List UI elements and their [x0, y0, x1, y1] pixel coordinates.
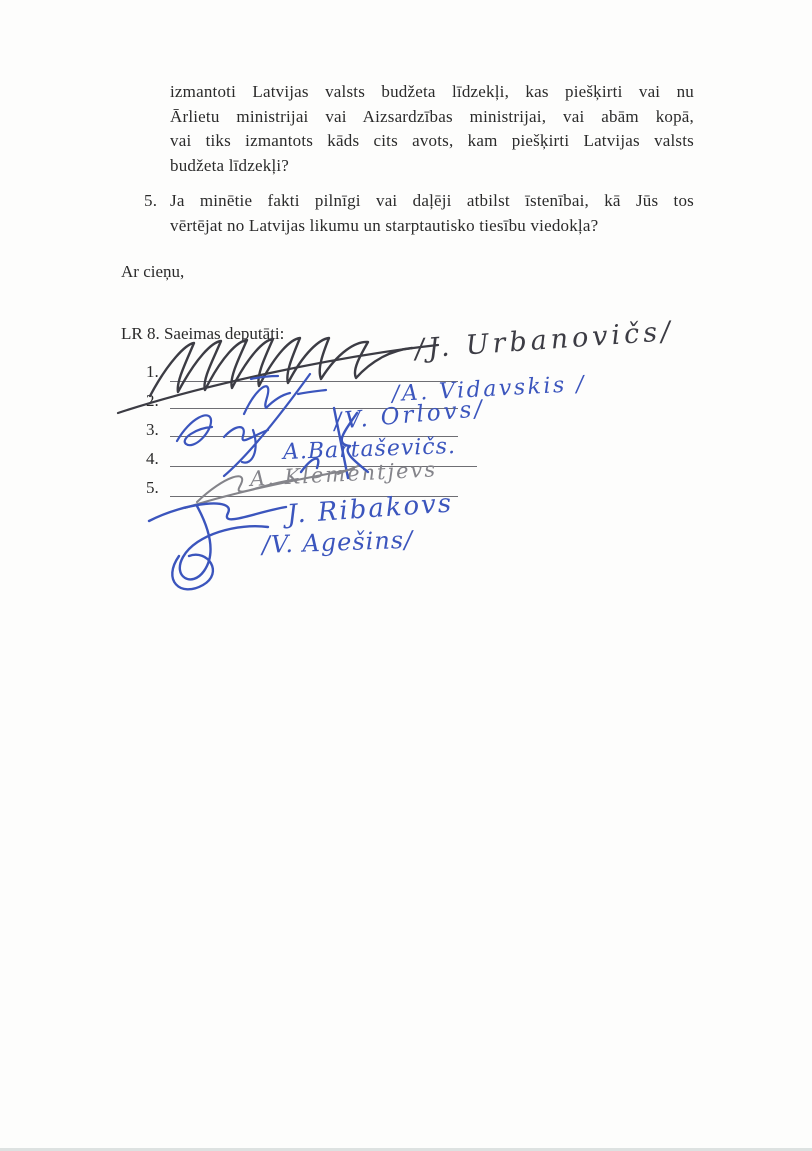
signature-stroke-urbanovics-tail — [118, 345, 438, 413]
question-text — [170, 189, 694, 238]
handwritten-name: J. Ribakovs — [285, 488, 455, 530]
question-item-5 — [144, 189, 694, 238]
signature-stroke-agesins-loop — [172, 555, 213, 590]
handwritten-name: /V. Agešins/ — [261, 525, 414, 559]
closing-salutation: Ar cieņu, — [121, 262, 185, 281]
paragraph-line: izmantoti Latvijas valsts budžeta līdzekļi, kas piešķirti vai nu — [170, 82, 694, 101]
handwritten-name: /J. Urbanovičs/ — [413, 315, 676, 365]
signature-row-number: 2. — [146, 391, 159, 410]
signature-stroke-agesins — [180, 506, 268, 579]
signature-row-number: 4. — [146, 449, 159, 468]
question-line: Ja minētie fakti pilnīgi vai daļēji atbilst īstenībai, kā Jūs tos — [170, 191, 694, 210]
body-paragraph — [170, 80, 694, 178]
handwritten-name: /A. Vidavskis / — [391, 371, 587, 407]
handwritten-name: /V. Orlovs/ — [332, 395, 487, 435]
signature-row-number: 5. — [146, 478, 159, 497]
paragraph-line: Ārlietu ministrijai vai Aizsardzības ministrijai, vai abām kopā, — [170, 106, 694, 126]
handwritten-name: A. Klementjevs — [249, 457, 438, 491]
signature-row-number: 3. — [146, 420, 159, 439]
signature-stroke-urbanovics — [150, 338, 412, 396]
paragraph-line: vai tiks izmantots kāds cits avots, kam piešķirti Latvijas valsts — [170, 131, 694, 150]
signatories-heading: LR 8. Saeimas deputāti: — [121, 324, 285, 343]
question-line: vērtējat no Latvijas likumu un starptautisko tiesību viedokļa? — [170, 215, 599, 235]
signature-stroke-orlovs — [177, 415, 268, 445]
handwritten-name: A.Bartaševičs. — [282, 433, 457, 465]
paragraph-line: budžeta līdzekļi? — [170, 155, 290, 175]
signature-stroke-ribakovs — [149, 503, 286, 521]
signature-row-number: 1. — [146, 362, 159, 381]
question-number: 5. — [144, 191, 158, 210]
